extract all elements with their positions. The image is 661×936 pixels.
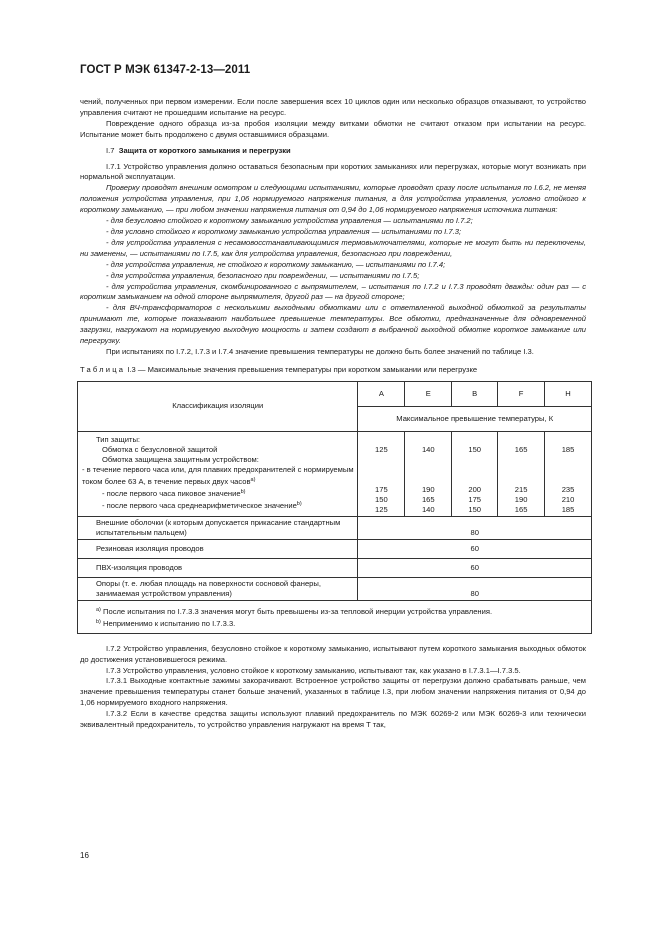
temperature-table: [77, 381, 592, 634]
row-label: Внешние оболочки (к которым допускается прикасание стандартным испытательным пальцем): [78, 516, 358, 539]
paragraph: I.7.2 Устройство управления, безусловно стойкое к короткому замыканию, испытывают путем короткого замыкания выходных обмоток до достижения установившегося режима.: [80, 643, 586, 664]
section-number: I.7: [106, 145, 115, 155]
table-row: [78, 539, 592, 558]
test-list-item: - для устройства управления, скомбинированного с выпрямителем, – испытания по I.7.2 и I.7.3 проводят дважды: один раз — с коротким замыканием на одной стороне выпрямителя, другой раз — на другой стороне;: [80, 281, 586, 302]
footnote: $^{b)}$ Неприменимо к испытанию по I.7.3.3.: [96, 618, 236, 628]
page-number: 16: [80, 851, 89, 860]
row-value: 80: [358, 516, 592, 539]
page-header: ГОСТ Р МЭК 61347-2-13—2011: [80, 64, 251, 76]
protection-row-label: Обмотка с безусловной защитой: [102, 444, 218, 454]
row-label: ПВХ-изоляция проводов: [78, 558, 358, 577]
table-caption-text: I.3 — Максимальные значения превышения температуры при коротком замыкании или перегрузке: [127, 364, 478, 374]
row-label: Резиновая изоляция проводов: [78, 539, 358, 558]
paragraph-after: При испытаниях по I.7.2, I.7.3 и I.7.4 значение превышения температуры не должно быть более значений по таблице I.3.: [106, 346, 534, 356]
section-heading: [80, 146, 586, 157]
class-header: E: [405, 381, 452, 406]
paragraph: I.7.3.1 Выходные контактные зажимы закорачивают. Встроенное устройство защиты от перегрузки должно срабатывать раньше, чем значение превышения температуры станет больше значений, указанных в таблице I.3, при любом значении напряжения питания от 0,94 до 1,06 нормируемого входного напряжения.: [80, 676, 586, 708]
value-cell: 140 190 165 140: [405, 431, 452, 516]
class-header: F: [498, 381, 545, 406]
class-header: H: [545, 381, 592, 406]
paragraph: I.7.3 Устройство управления, условно стойкое к короткому замыканию, испытывают так, как указано в I.7.3.1—I.7.3.5.: [106, 665, 521, 675]
test-list-item: - для устройства управления, безопасного при повреждении, — испытаниями по I.7.5;: [106, 270, 420, 280]
protection-label: Тип защиты:: [96, 434, 141, 444]
test-list-item: - для безусловно стойкого к короткому замыканию устройства управления — испытаниями по I.7.2;: [106, 216, 473, 226]
paragraph-i71: I.7.1 Устройство управления должно оставаться безопасным при коротких замыканиях или перегрузках, которые могут возникать при нормальной эксплуатации.: [80, 161, 586, 182]
value-cell: 125 175 150 125: [358, 431, 405, 516]
class-header: B: [452, 381, 498, 406]
row-value: 60: [358, 558, 592, 577]
test-list-item: - для ВЧ-трансформаторов с несколькими выходными обмотками или с ответвленной выходной обмоткой за результаты принимают те, которые показывают наибольшее превышение температуры. Все обмотки, предназначенные для одновременной загрузки, нагружают на нормируемую выходную мощность и затем создают в выбранной выходной обмотке короткое замыкание или перегрузку.: [80, 303, 586, 346]
table-caption-label: Таблица: [80, 364, 126, 374]
table-subheader: Максимальное превышение температуры, К: [358, 406, 592, 431]
test-list-item: - для устройства управления с несамовосстанавливающимися термовыключателями, которые не могут быть ни переключены, ни заменены, — испытаниями по I.7.5, как для устройства управления, безопасного при повреждении,: [80, 237, 586, 258]
table-row: [78, 577, 592, 600]
row-value: 80: [358, 577, 592, 600]
test-list-item: - для условно стойкого к короткому замыканию устройства управления — испытаниями по I.7.3;: [106, 226, 462, 236]
tail-section: [80, 644, 586, 731]
table-caption: [80, 365, 586, 376]
footnote-cell: [78, 600, 592, 633]
test-list-item: - для устройства управления, не стойкого к короткому замыканию, — испытаниями по I.7.4;: [106, 259, 446, 269]
value-cell: 165 215 190 165: [498, 431, 545, 516]
intro-paragraph: Повреждение одного образца из-за пробоя изоляции между витками обмотки не считают отказом при испытании на ресурс. Испытание может быть продолжено с двумя оставшимися образцами.: [80, 118, 586, 139]
table-row: [78, 558, 592, 577]
table-footnotes: [78, 600, 592, 633]
table-row: [78, 516, 592, 539]
value-cell: 185 235 210 185: [545, 431, 592, 516]
protection-row-label: - после первого часа пиковое значение$^{b)}$: [102, 488, 246, 498]
document-body: [80, 97, 586, 731]
section-title: Защита от короткого замыкания и перегрузки: [118, 145, 291, 155]
value-cell: 150 200 175 150: [452, 431, 498, 516]
protection-cell: [78, 431, 358, 516]
table-row: [78, 431, 592, 516]
row-label: Опоры (т. е. любая площадь на поверхности сосновой фанеры, занимаемая устройством управления): [78, 577, 358, 600]
protection-row-label: Обмотка защищена защитным устройством:: [102, 454, 259, 464]
class-header: A: [358, 381, 405, 406]
intro-paragraph: чений, полученных при первом измерении. Если после завершения всех 10 циклов один или несколько образцов отказывают, то устройство управления считают не прошедшим испытание на ресурс.: [80, 97, 586, 117]
protection-row-label: - в течение первого часа или, для плавких предохранителей с нормируемым током более 63 А, в течение первых двух часов$^{а)}$: [82, 464, 354, 486]
protection-row-label: - после первого часа среднеарифметическое значение$^{b)}$: [102, 500, 302, 510]
test-paragraph: Проверку проводят внешним осмотром и следующими испытаниями, которые проводят сразу после испытания по I.6.2, не меняя положения устройства управления, при 1,06 нормируемого напряжения питания, а для устройства управления, условно стойкого к короткому замыканию, — при любом значении напряжения питания от 0,94 до 1,06 нормируемого напряжения источника питания:: [80, 183, 586, 215]
classification-header: Классификация изоляции: [78, 381, 358, 431]
paragraph: I.7.3.2 Если в качестве средства защиты используют плавкий предохранитель по МЭК 60269-2 или МЭК 60269-3 или технически эквивалентный предохранитель, то устройство управления нагружают на время T так,: [80, 709, 586, 730]
footnote: $^{а)}$ После испытания по I.7.3.3 значения могут быть превышены из-за тепловой инерции устройства управления.: [96, 606, 493, 616]
row-value: 60: [358, 539, 592, 558]
